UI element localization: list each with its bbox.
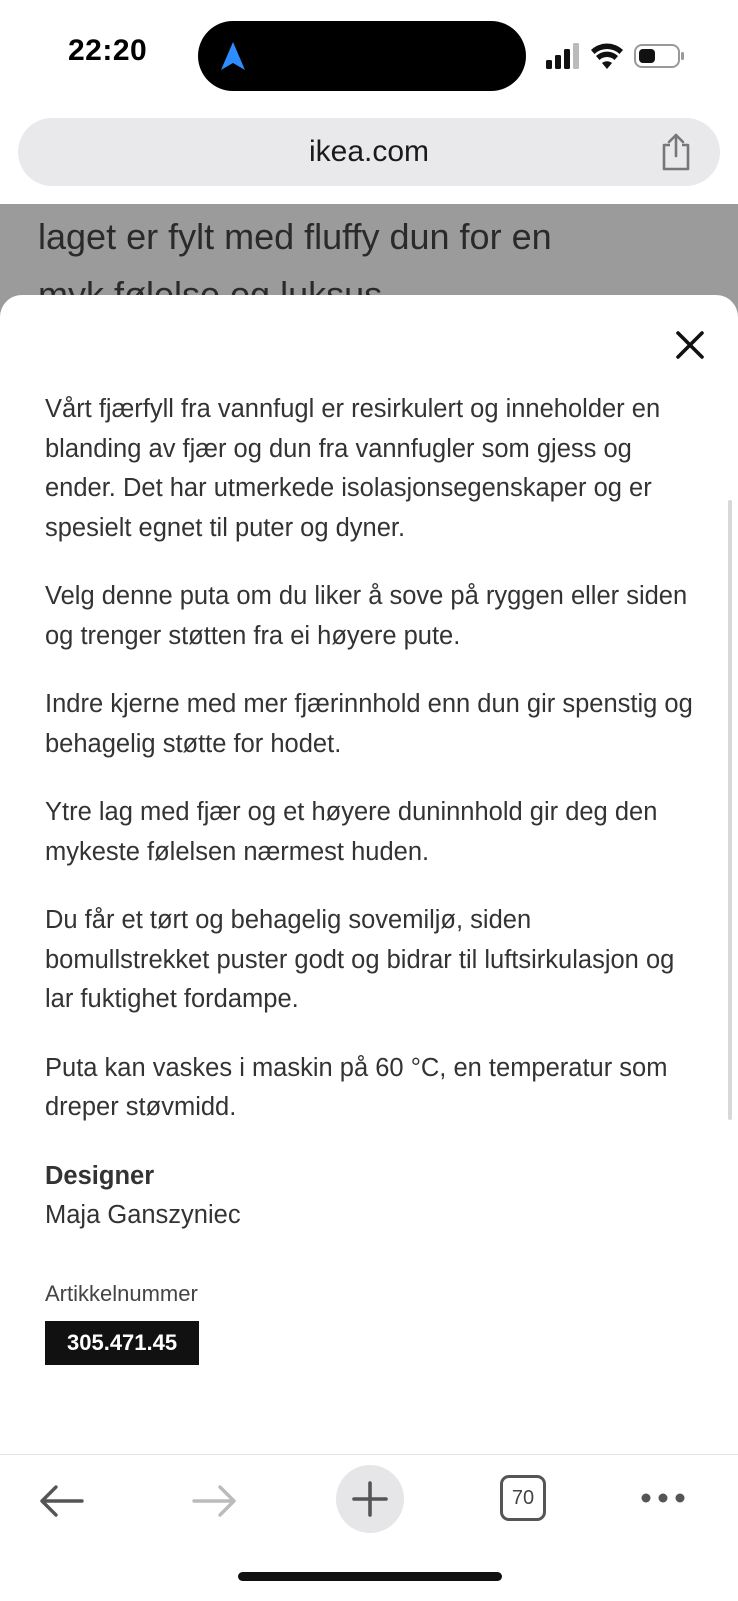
new-tab-button[interactable] <box>336 1465 404 1533</box>
description-paragraph: Indre kjerne med mer fjærinnhold enn dun gir spenstig og behagelig støtte for hodet. <box>45 690 693 758</box>
article-number-label: Artikkelnummer <box>45 1280 198 1306</box>
description-paragraph: Puta kan vaskes i maskin på 60 °C, en temperatur som dreper støvmidd. <box>45 1053 668 1121</box>
description-paragraph: Du får et tørt og behagelig sovemiljø, siden bomullstrekket puster godt og bidrar til luftsirkulasjon og lar fuktighet fordampe. <box>45 906 675 1013</box>
home-indicator <box>238 1572 502 1581</box>
battery-icon <box>635 45 684 67</box>
location-arrow-icon <box>220 41 246 71</box>
status-time: 22:20 <box>68 34 148 67</box>
plus-icon <box>336 1465 404 1533</box>
article-number-badge: 305.471.45 <box>45 1321 199 1365</box>
background-text-line: laget er fylt med fluffy dun for en <box>38 216 552 257</box>
close-icon[interactable] <box>670 325 710 365</box>
sheet-content <box>45 390 695 1365</box>
share-icon[interactable] <box>658 132 694 172</box>
arrow-right-icon[interactable] <box>190 1479 240 1523</box>
arrow-left-icon[interactable] <box>36 1479 86 1523</box>
tab-switcher-button[interactable]: 70 <box>500 1475 546 1521</box>
description-paragraph: Ytre lag med fjær og et høyere duninnhold gir deg den mykeste følelsen nærmest huden. <box>45 798 658 866</box>
description-paragraph: Velg denne puta om du liker å sove på ryggen eller siden og trenger støtten fra ei høyere pute. <box>45 582 688 650</box>
cellular-signal-icon <box>546 43 579 69</box>
designer-name: Maja Ganszyniec <box>45 1200 241 1229</box>
url-text[interactable]: ikea.com <box>308 135 430 168</box>
dynamic-island <box>198 21 526 91</box>
scrollbar[interactable] <box>728 500 732 1120</box>
wifi-icon <box>591 44 623 69</box>
description-paragraph: Vårt fjærfyll fra vannfugl er resirkulert og inneholder en blanding av fjær og dun fra vannfugler som gjess og ender. Det har utmerkede isolasjonsegenskaper og er spesielt egnet til puter og dyner. <box>45 395 661 542</box>
status-icons <box>546 40 686 72</box>
more-horizontal-icon[interactable] <box>640 1491 686 1505</box>
designer-label: Designer <box>45 1161 155 1190</box>
status-bar <box>0 0 738 108</box>
product-details-sheet <box>0 295 738 1455</box>
address-bar[interactable] <box>18 118 720 186</box>
